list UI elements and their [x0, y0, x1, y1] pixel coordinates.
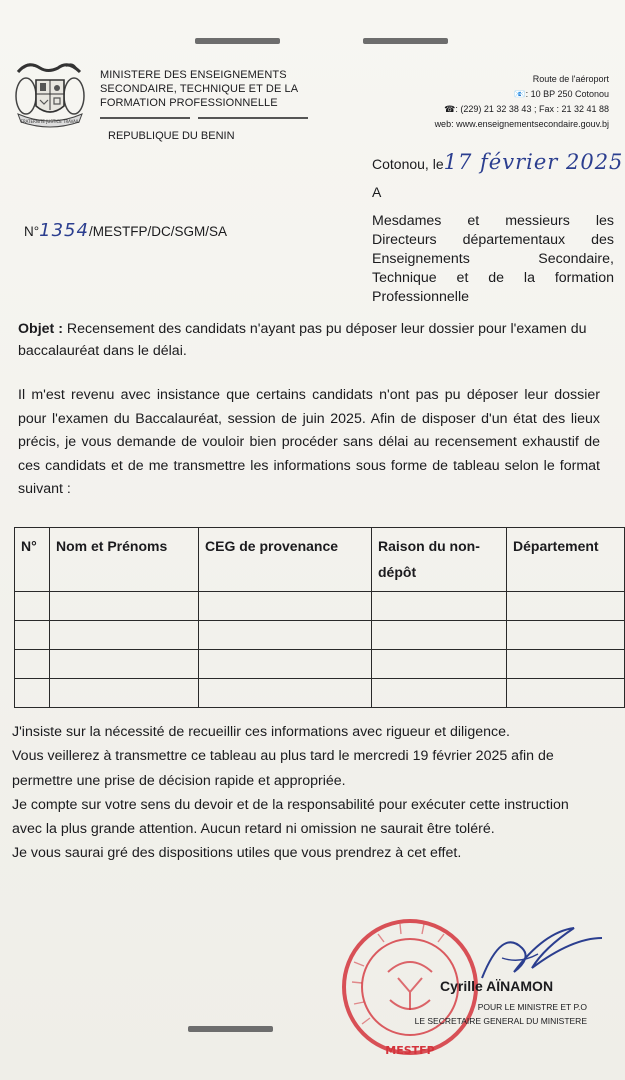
table-cell	[372, 650, 507, 679]
scan-bar-left	[195, 38, 280, 44]
address-street: Route de l'aéroport	[532, 74, 609, 84]
table-cell	[507, 679, 625, 708]
col-name: Nom et Prénoms	[50, 528, 199, 592]
reference-suffix: /MESTFP/DC/SGM/SA	[88, 224, 227, 239]
reference-number	[24, 220, 227, 241]
table-cell	[507, 592, 625, 621]
table-cell	[507, 621, 625, 650]
scan-bar-right	[363, 38, 448, 44]
table-cell	[15, 650, 50, 679]
benin-coat-of-arms-icon	[10, 58, 90, 133]
ministry-line-2: SECONDAIRE, TECHNIQUE ET DE LA	[100, 83, 299, 95]
table-cell	[507, 650, 625, 679]
table-cell	[15, 621, 50, 650]
table-cell	[50, 679, 199, 708]
closing-paragraph-3: Je compte sur votre sens du devoir et de la responsabilité pour exécuter cette instruction avec la plus grande attention. Aucun retard ni omission ne saurait être toléré.	[12, 796, 569, 838]
republic-name: REPUBLIQUE DU BENIN	[108, 130, 235, 142]
subject-label: Objet :	[18, 321, 63, 337]
addressee-block: Mesdames et messieurs les Directeurs départementaux des Enseignements Secondaire, Technique et de la formation Professionnelle	[372, 213, 614, 305]
date-city: Cotonou, le	[372, 156, 444, 172]
header-rule-left	[100, 117, 190, 119]
table-cell	[199, 679, 372, 708]
table-cell	[15, 679, 50, 708]
table-row	[15, 621, 625, 650]
subject-line	[18, 318, 610, 362]
header-rule-right	[198, 117, 308, 119]
phone-icon: ☎:	[444, 104, 461, 114]
closing-paragraph-4: Je vous saurai gré des dispositions utiles que vous prendrez à cet effet.	[12, 845, 462, 862]
svg-text:FRATERNITE JUSTICE TRAVAIL: FRATERNITE JUSTICE TRAVAIL	[20, 119, 80, 124]
table-body	[15, 592, 625, 708]
col-school: CEG de provenance	[199, 528, 372, 592]
table-cell	[50, 592, 199, 621]
svg-text:MESTFP: MESTFP	[385, 1044, 435, 1057]
signatory-title	[392, 1000, 587, 1028]
table-cell	[372, 621, 507, 650]
table-row	[15, 679, 625, 708]
table-cell	[199, 650, 372, 679]
table-cell	[50, 650, 199, 679]
signatory-name: Cyrille AÏNAMON	[440, 978, 554, 994]
table-row	[15, 650, 625, 679]
ministry-address	[435, 72, 609, 132]
address-phone-fax: ☎: (229) 21 32 38 43 ; Fax : 21 32 41 88	[444, 104, 609, 114]
ministry-name	[100, 68, 298, 110]
ministry-line-1: MINISTERE DES ENSEIGNEMENTS	[100, 69, 287, 81]
signatory-title-line-1: POUR LE MINISTRE ET P.O	[477, 1002, 587, 1012]
table-cell	[15, 592, 50, 621]
table-row	[15, 592, 625, 621]
table-cell	[50, 621, 199, 650]
address-po-box: 📧: 10 BP 250 Cotonou	[514, 89, 609, 99]
ministry-line-3: FORMATION PROFESSIONNELLE	[100, 97, 278, 109]
closing-paragraph-1: J'insiste sur la nécessité de recueillir ces informations avec rigueur et diligence.	[12, 724, 510, 740]
reference-prefix: N°	[24, 224, 40, 239]
table-cell	[199, 621, 372, 650]
addressee-prefix: A	[372, 184, 382, 200]
scan-bar-bottom	[188, 1026, 273, 1032]
subject-text: Recensement des candidats n'ayant pas pu déposer leur dossier pour l'examen du baccalauréat dans le délai.	[18, 321, 587, 359]
census-table	[14, 527, 625, 708]
table-cell	[372, 679, 507, 708]
table-cell	[199, 592, 372, 621]
body-intro: Il m'est revenu avec insistance que certains candidats n'ont pas pu déposer leur dossier pour l'examen du Baccalauréat, session de juin 2025. Afin de disposer d'un état des lieux précis, je vous demande de vouloir bien procéder sans délai au recensement exhaustif de ces candidats et de me transmettre les informations sous forme de tableau selon le format suivant :	[18, 387, 600, 498]
signatory-title-line-2: LE SECRETAIRE GENERAL DU MINISTERE	[414, 1016, 587, 1026]
handwritten-date: 17 février 2025	[443, 150, 624, 174]
closing-paragraph-2: Vous veillerez à transmettre ce tableau au plus tard le mercredi 19 février 2025 afin de permettre une prise de décision rapide et appropriée.	[12, 748, 554, 789]
table-header-row	[15, 528, 625, 592]
handwritten-reference: 1354	[39, 220, 89, 241]
col-number: N°	[15, 528, 50, 592]
table-cell	[372, 592, 507, 621]
body-closing	[12, 720, 594, 866]
date-line	[372, 150, 623, 174]
mailbox-icon: 📧	[514, 89, 526, 99]
address-web: web: www.enseignementsecondaire.gouv.bj	[434, 119, 609, 129]
col-reason: Raison du non-dépôt	[372, 528, 507, 592]
col-department: Département	[507, 528, 625, 592]
